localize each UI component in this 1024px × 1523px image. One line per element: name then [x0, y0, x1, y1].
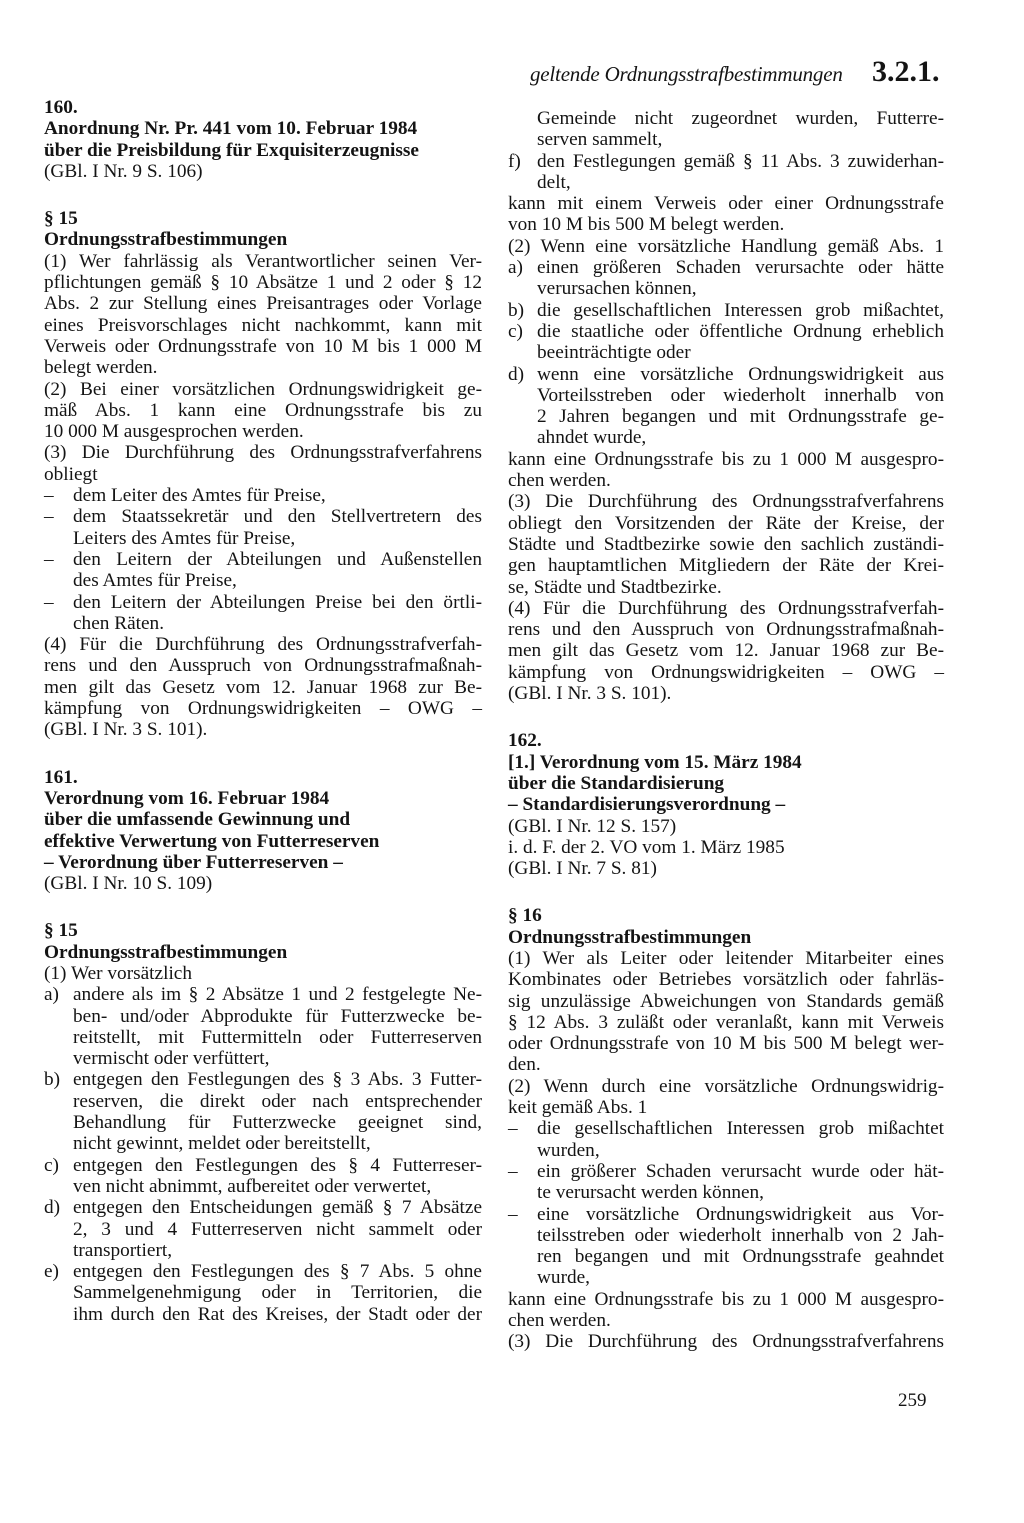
- right-column: [508, 108, 944, 1353]
- item-label: b): [508, 299, 525, 321]
- dash-marker: –: [44, 591, 54, 613]
- item-label: d): [508, 363, 525, 385]
- dash-marker: –: [508, 1118, 518, 1140]
- paragraph-161-4: (4) Für die Durchführung des Ordnungsstrafverfah- rens und den Ausspruch von Ordnungsstrafmaßnah- men gilt das Gesetz vom 12. Januar 1968 zur Be- kämpfung von Ordnungswidrigkeiten – OWG – (GBl. I Nr. 3 S. 101).: [508, 597, 944, 705]
- paragraph-160-2: (2) Bei einer vorsätzlichen Ordnungswidrigkeit ge- mäß Abs. 1 kann eine Ordnungsstrafe bis zu 10 000 M ausgesprochen werden.: [44, 378, 482, 443]
- paragraph-161-3: (3) Die Durchführung des Ordnungsstrafverfahrens obliegt den Vorsitzenden der Räte der Kreise, der Städte und Stadtbezirke sowie den sachlich zuständi- gen hauptamtlichen Mitgliedern der Räte der Krei- se, Städte und Stadtbezirke.: [508, 491, 944, 598]
- paragraph-160-3: (3) Die Durchführung des Ordnungsstrafverfahrens obliegt: [44, 442, 482, 485]
- list-item: b) entgegen den Festlegungen des § 3 Abs. 3 Futter- reserven, die direkt oder nach entsprechender Behandlung für Futterzwecke geeignet sind, nicht gewinnt, meldet oder bereitstellt,: [44, 1069, 482, 1155]
- list-item-continued: Gemeinde nicht zugeordnet wurden, Futterre- serven sammelt,: [537, 108, 944, 151]
- section-number: 3.2.1.: [872, 55, 940, 88]
- page-number: 259: [898, 1390, 927, 1411]
- source-ref-161: (GBl. I Nr. 10 S. 109): [44, 873, 213, 895]
- paragraph-162-3: (3) Die Durchführung des Ordnungsstrafverfahrens: [508, 1331, 944, 1353]
- paragraph-mark-160: § 15: [44, 208, 78, 230]
- list-item: d) wenn eine vorsätzliche Ordnungswidrigkeit aus Vorteilsstreben oder wiederholt innerhalb von 2 Jahren begangen und mit Ordnungsstrafe ge- ahndet wurde,: [508, 363, 944, 449]
- dash-marker: –: [508, 1203, 518, 1225]
- item-label: f): [508, 150, 521, 172]
- list-item: c) entgegen den Festlegungen des § 4 Futterreser- ven nicht abnimmt, aufbereitet oder verwertet,: [44, 1154, 482, 1197]
- dash-marker: –: [44, 506, 54, 528]
- entry-title-162: [1.] Verordnung vom 15. März 1984 über die Standardisierung – Standardisierungsverordnung –: [508, 751, 802, 816]
- paragraph-160-1: (1) Wer fahrlässig als Verantwortlicher seinen Ver- pflichtungen gemäß § 10 Absätze 1 und 2 oder § 12 Abs. 2 zur Stellung eines Preisantrages oder Vorlage eines Preisvorschlages nicht nachkommt, kann mit Verweis oder Ordnungsstrafe von 10 M bis 1 000 M belegt werden.: [44, 250, 482, 379]
- list-item: f) den Festlegungen gemäß § 11 Abs. 3 zuwiderhan- delt,: [508, 150, 944, 193]
- item-label: a): [44, 984, 59, 1006]
- item-label: c): [44, 1154, 59, 1176]
- paragraph-161-2-end: kann eine Ordnungsstrafe bis zu 1 000 M ausgespro- chen werden.: [508, 448, 944, 492]
- list-item: – eine vorsätzliche Ordnungswidrigkeit aus Vor- teilsstreben oder wiederholt innerhalb von 2 Jah- ren begangen und mit Ordnungsstrafe geahndet wurde,: [508, 1203, 944, 1289]
- dash-marker: –: [508, 1160, 518, 1182]
- entry-number-161: 161.: [44, 766, 78, 788]
- item-label: b): [44, 1069, 61, 1091]
- list-item: – den Leitern der Abteilungen Preise bei den örtli- chen Räten.: [44, 591, 482, 634]
- list-item: c) die staatliche oder öffentliche Ordnung erheblich beeinträchtigte oder: [508, 320, 944, 364]
- item-label: e): [44, 1261, 59, 1283]
- item-label: c): [508, 320, 523, 342]
- entry-title-160: Anordnung Nr. Pr. 441 vom 10. Februar 1984 über die Preisbildung für Exquisiterzeugnisse: [44, 118, 419, 161]
- section-heading-161: Ordnungsstrafbestimmungen: [44, 941, 288, 963]
- list-item: b) die gesellschaftlichen Interessen grob mißachtet,: [508, 299, 944, 321]
- paragraph-160-4: (4) Für die Durchführung des Ordnungsstrafverfah- rens und den Ausspruch von Ordnungsstrafmaßnah- men gilt das Gesetz vom 12. Januar 1968 zur Be- kämpfung von Ordnungswidrigkeiten – OWG – (GBl. I Nr. 3 S. 101).: [44, 634, 482, 741]
- list-item: a) andere als im § 2 Absätze 1 und 2 festgelegte Ne- ben- und/oder Abprodukte für Futterzwecke be- reitstellt, mit Futtermitteln oder Futterreserven vermischt oder verfüttert,: [44, 984, 482, 1070]
- paragraph-162-1: (1) Wer als Leiter oder leitender Mitarbeiter eines Kombinates oder Betriebes vorsätzlich oder fahrläs- sig unzulässige Abweichungen von Standards gemäß § 12 Abs. 3 zuläßt oder veranlaßt, kann mit Verweis oder Ordnungsstrafe von 10 M bis 500 M belegt wer- den.: [508, 947, 944, 1076]
- source-ref-162: (GBl. I Nr. 12 S. 157) i. d. F. der 2. VO vom 1. März 1985 (GBl. I Nr. 7 S. 81): [508, 815, 785, 880]
- item-label: d): [44, 1197, 61, 1219]
- entry-number-162: 162.: [508, 730, 542, 752]
- dash-marker: –: [44, 548, 54, 570]
- list-item: d) entgegen den Entscheidungen gemäß § 7 Absätze 2, 3 und 4 Futterreserven nicht sammelt oder transportiert,: [44, 1197, 482, 1261]
- list-item: – ein größerer Schaden verursacht wurde oder hät- te verursacht werden können,: [508, 1160, 944, 1204]
- paragraph-162-2: (2) Wenn durch eine vorsätzliche Ordnungswidrig- keit gemäß Abs. 1: [508, 1075, 944, 1119]
- paragraph-mark-162: § 16: [508, 905, 542, 927]
- item-label: a): [508, 257, 523, 279]
- list-item: a) einen größeren Schaden verursachte oder hätte verursachen können,: [508, 257, 944, 300]
- paragraph-mark-161: § 15: [44, 920, 78, 942]
- paragraph-161-intro: (1) Wer vorsätzlich: [44, 962, 192, 984]
- list-item: – die gesellschaftlichen Interessen grob mißachtet wurden,: [508, 1118, 944, 1161]
- dash-marker: –: [44, 485, 54, 507]
- left-column: [44, 97, 482, 1325]
- entry-title-161: Verordnung vom 16. Februar 1984 über die umfassende Gewinnung und effektive Verwertung von Futterreserven – Verordnung über Futterreserven –: [44, 787, 380, 873]
- section-heading-160: Ordnungsstrafbestimmungen: [44, 229, 288, 251]
- list-item: – den Leitern der Abteilungen und Außenstellen des Amtes für Preise,: [44, 548, 482, 592]
- list-item: – dem Staatssekretär und den Stellvertretern des Leiters des Amtes für Preise,: [44, 506, 482, 549]
- running-header: geltende Ordnungsstrafbestimmungen: [530, 62, 843, 86]
- list-item: – dem Leiter des Amtes für Preise,: [44, 485, 326, 507]
- paragraph-161-1-end: kann mit einem Verweis oder einer Ordnungsstrafe von 10 M bis 500 M belegt werden.: [508, 193, 944, 236]
- source-ref-160: (GBl. I Nr. 9 S. 106): [44, 160, 203, 182]
- paragraph-161-2-intro: (2) Wenn eine vorsätzliche Handlung gemäß Abs. 1: [508, 235, 944, 257]
- list-item: e) entgegen den Festlegungen des § 7 Abs. 5 ohne Sammelgenehmigung oder in Territorien, die ihm durch den Rat des Kreises, der Stadt oder der: [44, 1261, 482, 1325]
- entry-number-160: 160.: [44, 97, 78, 118]
- section-heading-162: Ordnungsstrafbestimmungen: [508, 926, 752, 948]
- paragraph-162-2-end: kann eine Ordnungsstrafe bis zu 1 000 M ausgespro- chen werden.: [508, 1288, 944, 1332]
